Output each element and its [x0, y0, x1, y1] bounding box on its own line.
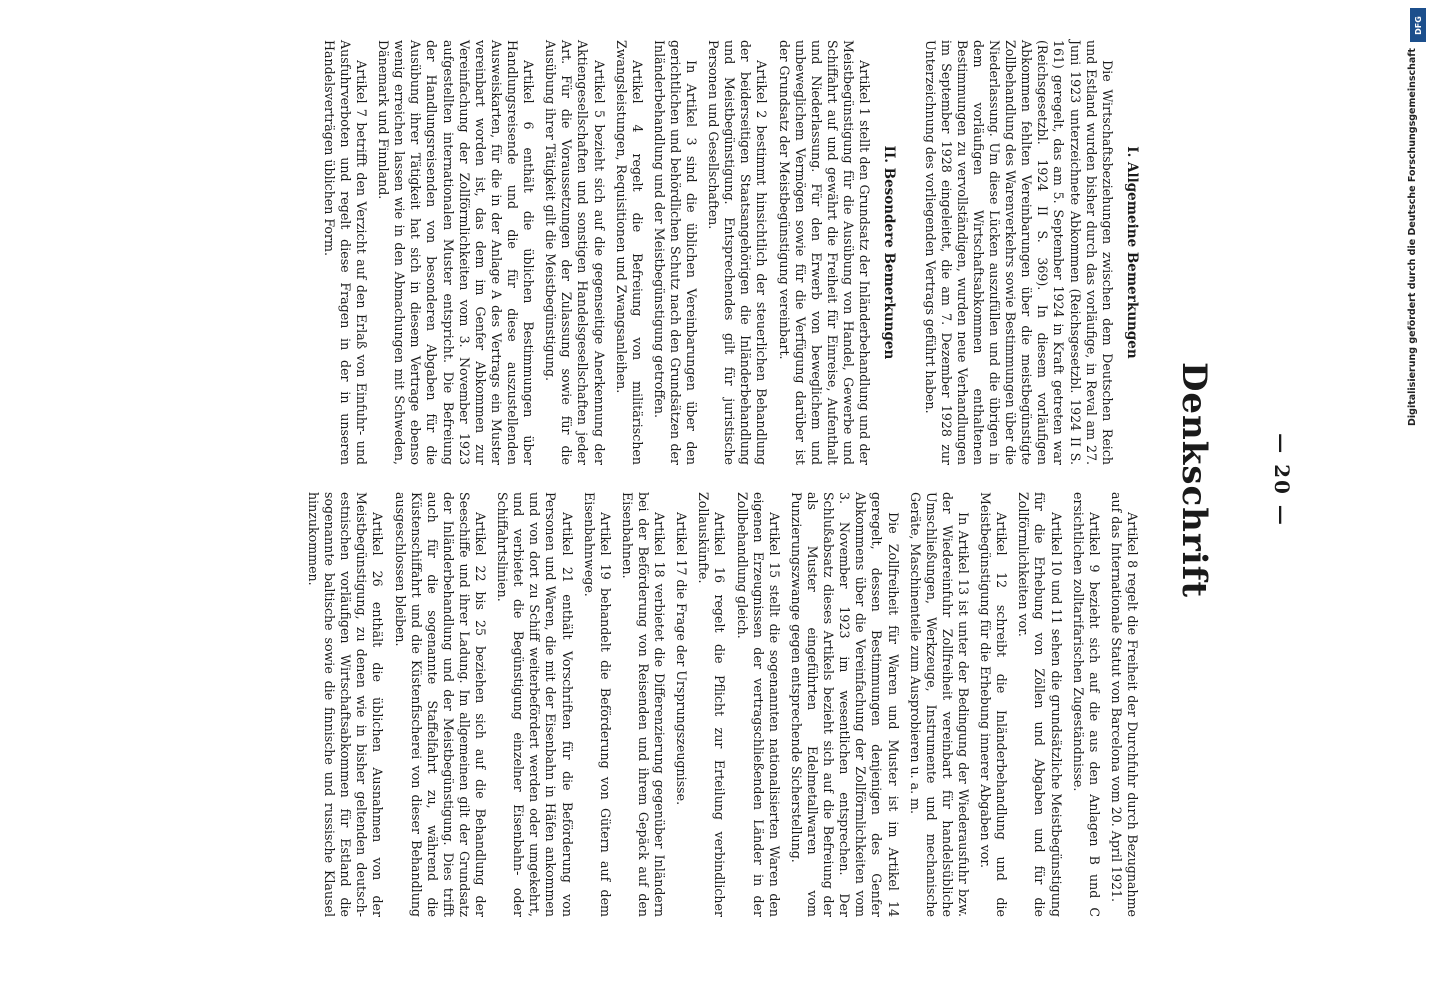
paragraph: Artikel 1 stellt den Grundsatz der Inländerbehandlung und der Meistbegünstigung für die Ausübung von Handel, Gewerbe und Schiffahrt auf und gewährt die Freiheit für Einreise, Aufenthalt und Niederlassung. Für den Erwerb von beweglichem und unbeweglichem Vermögen sowie für die Verfügung darüber ist der Grundsatz der Meistbegünstigung vereinbart. — [776, 40, 873, 465]
paragraph: Artikel 15 stellt die sogenannten nationalisierten Waren den eigenen Erzeugnissen der vertragschließenden Länder in der Zollbehandlung gleich. — [734, 492, 782, 917]
paragraph: Artikel 4 regelt die Befreiung von militärischen Zwangsleistungen, Requisitionen und Zwangsanleihen. — [613, 40, 645, 465]
paragraph: Artikel 9 bezieht sich auf die aus den Anlagen B und C ersichtlichen zolltarifarischen Zugeständnisse. — [1070, 492, 1102, 917]
paragraph: Artikel 6 enthält die üblichen Bestimmungen über Handlungsreisende und die für diese auszustellenden Ausweiskarten, für die in der Anlage A des Vertrags ein Muster vereinbart worden ist, das dem im Genfer Abkommen zur Vereinfachung der Zollförmlichkeiten vom 3. November 1923 aufgestellten internationalen Muster entspricht. Die Befreiung der Handlungsreisenden von besonderen Abgaben für die Ausübung ihrer Tätigkeit hat sich in diesem Vertrage ebenso wenig erreichen lassen wie in den Abmachungen mit Schweden, Dänemark und Finnland. — [376, 40, 537, 465]
digitization-strip — [1394, 0, 1434, 1000]
page-number: — 20 — — [1270, 433, 1294, 527]
right-column — [299, 492, 1140, 917]
paragraph: Artikel 19 behandelt die Beförderung von Gütern auf dem Eisenbahnwege. — [581, 492, 613, 917]
paragraph: Artikel 5 bezieht sich auf die gegenseitige Anerkennung der Aktiengesellschaften und sonstigen Handelsgesellschaften jeder Art. Für die Voraussetzungen der Zulassung sowie für die Ausübung ihrer Tätigkeit gilt die Meistbegünstigung. — [543, 40, 607, 465]
paragraph: Artikel 18 verbietet die Differenzierung gegenüber Inländern bei der Beförderung von Reisenden und ihrem Gepäck auf den Eisenbahnen. — [619, 492, 668, 917]
paragraph: Die Wirtschaftsbeziehungen zwischen dem Deutschen Reich und Estland wurden bisher durch das vorläufige, in Reval am 27. Juni 1923 unterzeichnete Abkommen (Reichsgesetzbl. 1924 II S. 161) geregelt, das am 5. September 1924 in Kraft getreten war (Reichsgesetzbl. 1924 II S. 369). In diesem vorläufigen Abkommen fehlten Vereinbarungen über die meistbegünstigte Zollbehandlung des Warenverkehrs sowie Bestimmungen über die Niederlassung. Um diese Lücken auszufüllen und die übrigen in dem vorläufigen Wirtschaftsabkommen enthaltenen Bestimmungen zu vervollständigen, wurden neue Verhandlungen im September 1928 eingeleitet, die am 7. Dezember 1928 zur Unterzeichnung des vorliegenden Vertrags geführt haben. — [922, 40, 1115, 465]
digitization-note: Digitalisierung gefördert durch die Deutsche Forschungsgemeinschaft — [1407, 48, 1418, 426]
section-heading-specific: II. Besondere Bemerkungen — [881, 145, 898, 360]
document-page — [70, 40, 1310, 920]
paragraph: Artikel 12 schreibt die Inländerbehandlung und die Meistbegünstigung für die Erhebung innerer Abgaben vor. — [978, 492, 1010, 917]
paragraph: Artikel 8 regelt die Freiheit der Durchfuhr durch Bezugnahme auf das Internationale Statut von Barcelona vom 20. April 1921. — [1108, 492, 1140, 917]
paragraph: Artikel 26 enthält die üblichen Ausnahmen von der Meistbegünstigung, zu denen wie in bisher geltenden deutsch-estnischen vorläufigen Wirtschaftsabkommen für Estland die sogenannte baltische sowie die finnische und russische Klausel hinzukommen. — [305, 492, 386, 917]
paragraph: Artikel 16 regelt die Pflicht zur Erteilung verbindlicher Zollauskünfte. — [696, 492, 728, 917]
paragraph: In Artikel 3 sind die üblichen Vereinbarungen über den gerichtlichen und behördlichen Schutz nach den Grundsätzen der Inländerbehandlung und der Meistbegünstigung getroffen. — [651, 40, 700, 465]
paragraph: Artikel 17 die Frage der Ursprungszeugnisse. — [674, 512, 690, 806]
paragraph: Artikel 21 enthält Vorschriften für die Beförderung von Personen und Waren, die mit der Eisenbahn in Häfen ankommen und von dort zu Schiff weiterbefördert werden oder umgekehrt, und verbietet die Begünstigung einzelner Eisenbahn- oder Schiffahrtslinien. — [495, 492, 575, 917]
left-column — [315, 40, 1140, 465]
dfg-logo: DFG — [1410, 8, 1426, 42]
paragraph: Artikel 7 betrifft den Verzicht auf den Erlaß von Einfuhr- und Ausfuhrverboten und regelt diese Fragen in der in unseren Handelsverträgen üblichen Form. — [321, 40, 369, 465]
paragraph: Artikel 22 bis 25 beziehen sich auf die Behandlung der Seeschiffe und ihrer Ladung. Im allgemeinen gilt der Grundsatz der Inländerbehandlung und der Meistbegünstigung. Dies trifft auch für die sogenannte Staffelfahrt zu, während die Küstenschiffahrt und die Küstenfischerei von dieser Behandlung ausgeschlossen bleiben. — [392, 492, 489, 917]
paragraph: Artikel 10 und 11 sehen die grundsätzliche Meistbegünstigung für die Erhebung von Zöllen und Abgaben und für die Zollförmlichkeiten vor. — [1016, 492, 1064, 917]
paragraph: Artikel 2 bestimmt hinsichtlich der steuerlichen Behandlung der beiderseitigen Staatsangehörigen die Inländerbehandlung und Meistbegünstigung. Entsprechendes gilt für juristische Personen und Gesellschaften. — [706, 40, 770, 465]
document-title: Denkschrift — [1174, 361, 1214, 599]
paragraph: In Artikel 13 ist unter der Bedingung der Wiederausfuhr bzw. der Wiedereinfuhr Zollfreiheit vereinbart für handelsübliche Umschließungen, Werkzeuge, Instrumente und mechanische Geräte, Maschinenteile zum Ausprobieren u. a. m. — [907, 492, 972, 917]
paragraph: Die Zollfreiheit für Waren und Muster ist im Artikel 14 geregelt, dessen Bestimmungen denjenigen des Genfer Abkommens über die Vereinfachung der Zollförmlichkeiten vom 3. November 1923 im wesentlichen entsprechen. Der Schlußabsatz dieses Artikels bezieht sich auf die Befreiung der als Muster eingeführten Edelmetallwaren vom Punzierungszwange gegen entsprechende Sicherstellung. — [788, 492, 901, 917]
section-heading-general: I. Allgemeine Bemerkungen — [1124, 146, 1140, 359]
